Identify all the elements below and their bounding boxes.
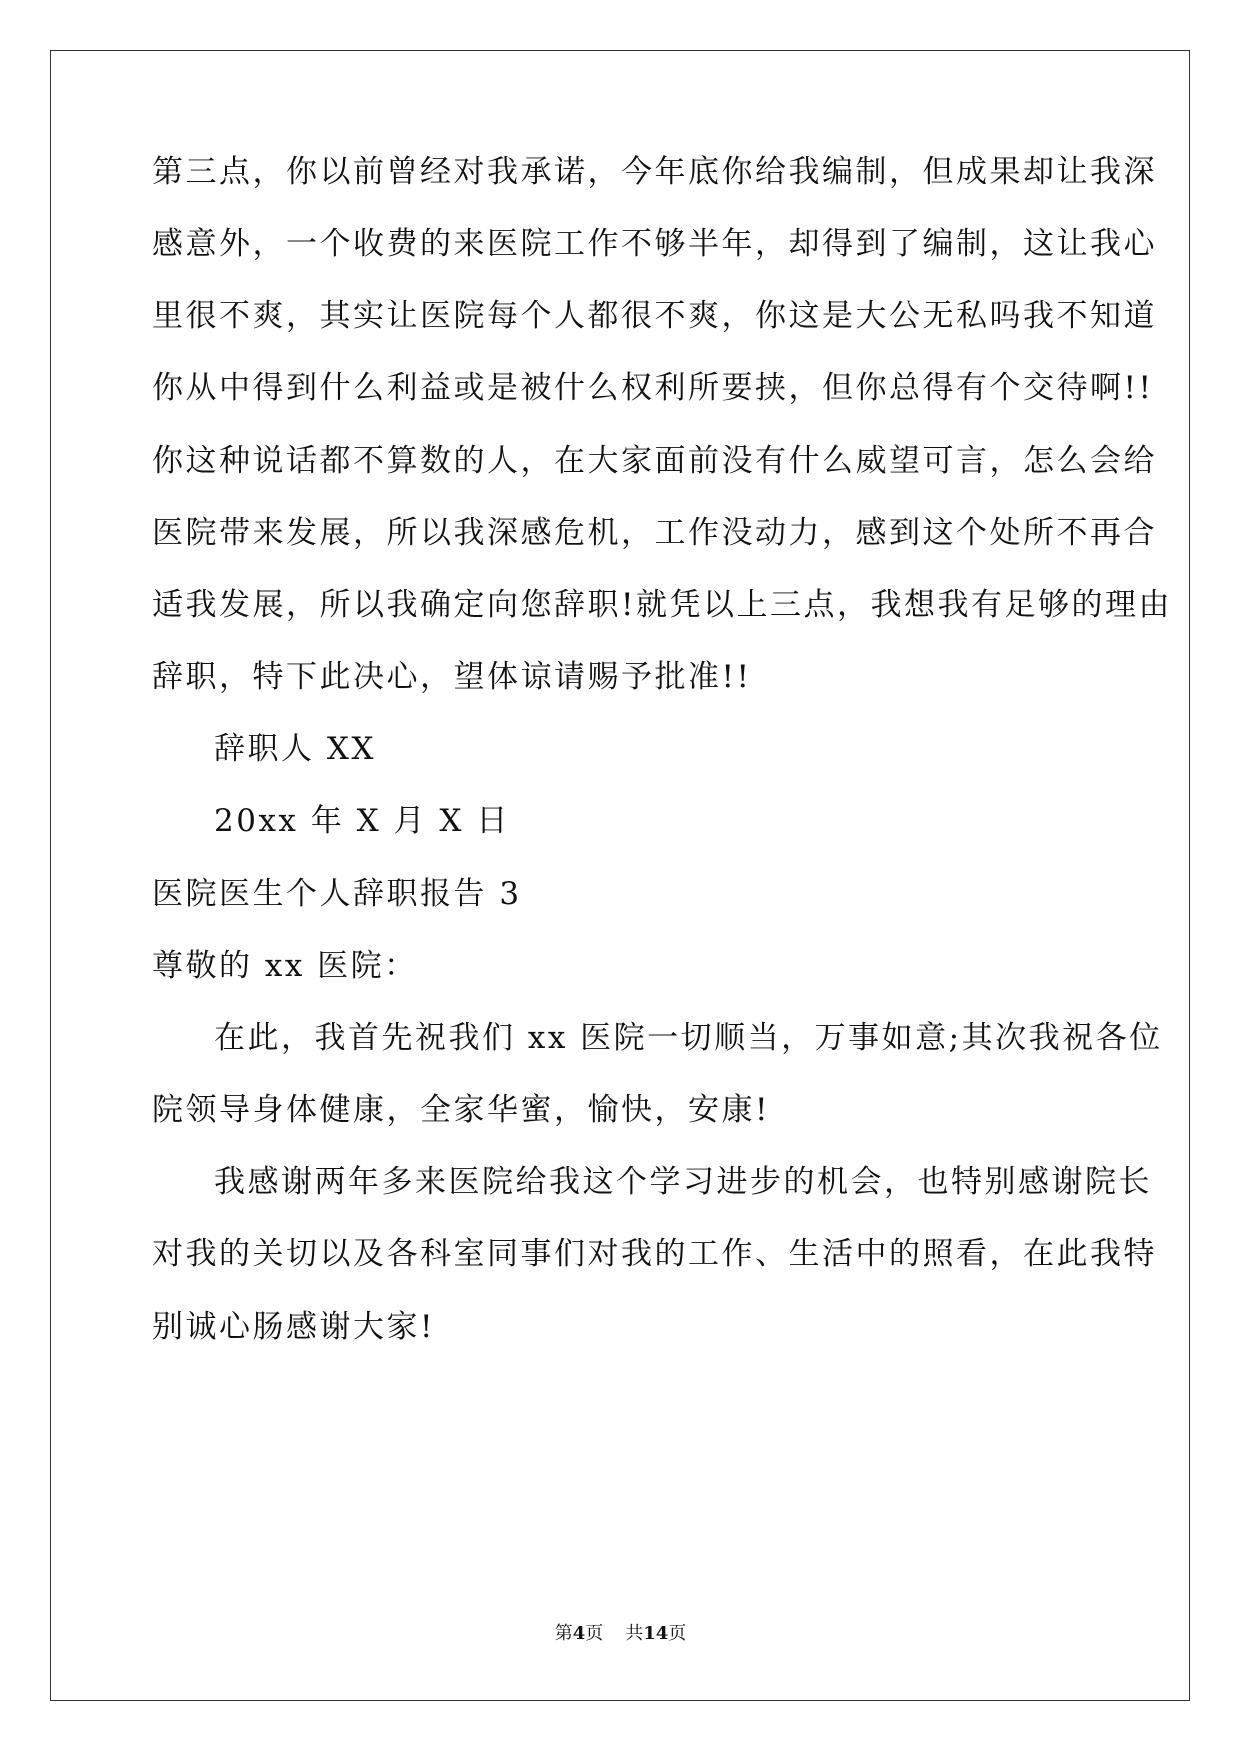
body-line-4: 你从中得到什么利益或是被什么权利所要挟，但你总得有个交待啊!! xyxy=(152,370,1154,406)
body-line-5: 你这种说话都不算数的人，在大家面前没有什么威望可言，怎么会给 xyxy=(152,443,1157,479)
total-prefix: 共 xyxy=(625,1623,644,1644)
total-suffix: 页 xyxy=(668,1623,687,1644)
section-title: 医院医生个人辞职报告 3 xyxy=(152,876,522,912)
signature: 辞职人 XX xyxy=(214,731,376,767)
total-pages: 14 xyxy=(643,1623,669,1644)
date: 20xx 年 X 月 X 日 xyxy=(214,803,510,839)
page-number: 4 xyxy=(572,1623,586,1644)
body-line-2: 感意外，一个收费的来医院工作不够半年，却得到了编制，这让我心 xyxy=(152,226,1157,262)
page-prefix: 第 xyxy=(554,1623,573,1644)
salutation: 尊敬的 xx 医院： xyxy=(152,948,418,984)
body-line-13: 别诚心肠感谢大家! xyxy=(152,1309,435,1345)
body-line-1: 第三点，你以前曾经对我承诺，今年底你给我编制，但成果却让我深 xyxy=(152,154,1157,190)
body-line-6: 医院带来发展，所以我深感危机，工作没动力，感到这个处所不再合 xyxy=(152,515,1157,551)
body-line-8: 辞职，特下此决心，望体谅请赐予批准!! xyxy=(152,659,752,695)
body-line-11: 我感谢两年多来医院给我这个学习进步的机会，也特别感谢院长 xyxy=(214,1164,1152,1200)
page-footer xyxy=(0,1622,1241,1646)
body-line-10: 院领导身体健康，全家华蜜，愉快，安康! xyxy=(152,1092,770,1128)
body-line-3: 里很不爽，其实让医院每个人都很不爽，你这是大公无私吗我不知道 xyxy=(152,298,1157,334)
body-line-7: 适我发展，所以我确定向您辞职!就凭以上三点，我想我有足够的理由 xyxy=(152,587,1172,623)
page-suffix: 页 xyxy=(585,1623,604,1644)
body-line-9: 在此，我首先祝我们 xx 医院一切顺当，万事如意;其次我祝各位 xyxy=(214,1020,1163,1056)
body-line-12: 对我的关切以及各科室同事们对我的工作、生活中的照看，在此我特 xyxy=(152,1236,1157,1272)
